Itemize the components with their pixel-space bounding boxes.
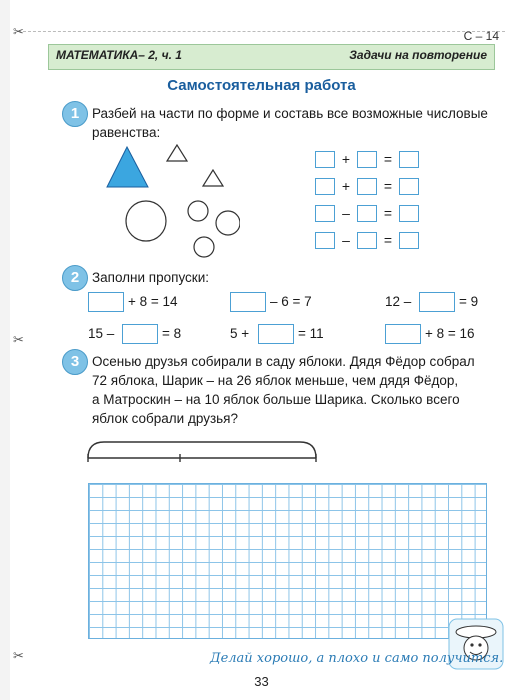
small-circle-shape bbox=[188, 201, 208, 221]
task-text: Разбей на части по форме и составь все возможные числовые bbox=[92, 106, 488, 121]
task-text: 72 яблока, Шарик – на 26 яблок меньше, чем дядя Фёдор, bbox=[92, 373, 459, 388]
task-number: 2 bbox=[62, 265, 88, 291]
equation-text: = 8 bbox=[162, 326, 182, 341]
operator: + bbox=[341, 178, 351, 194]
scissors-icon: ✂ bbox=[13, 332, 24, 347]
equation-text: 5 + bbox=[230, 326, 250, 341]
equals-sign: = bbox=[383, 232, 393, 248]
small-triangle-shape bbox=[203, 170, 223, 186]
answer-box[interactable] bbox=[385, 324, 421, 344]
answer-box[interactable] bbox=[315, 205, 335, 222]
small-circle-shape bbox=[194, 237, 214, 257]
operator: + bbox=[341, 151, 351, 167]
operator: – bbox=[342, 232, 350, 248]
medium-circle-shape bbox=[216, 211, 240, 235]
task-text: яблок собрали друзья? bbox=[92, 411, 238, 426]
answer-box[interactable] bbox=[399, 151, 419, 168]
section-title: Задачи на повторение bbox=[349, 48, 487, 62]
answer-box[interactable] bbox=[357, 232, 377, 249]
equation-text: = 11 bbox=[298, 326, 324, 341]
equation-text: 12 – bbox=[385, 294, 412, 309]
answer-box[interactable] bbox=[357, 151, 377, 168]
task-text: Осенью друзья собирали в саду яблоки. Дядя Фёдор собрал bbox=[92, 354, 475, 369]
equation-text: 15 – bbox=[88, 326, 115, 341]
blue-triangle-shape bbox=[107, 147, 148, 187]
page-edge bbox=[0, 0, 10, 700]
task-text: Заполни пропуски: bbox=[92, 270, 209, 285]
answer-box[interactable] bbox=[122, 324, 158, 344]
task-text: а Матроскин – на 10 яблок больше Шарика. Сколько всего bbox=[92, 392, 460, 407]
answer-box[interactable] bbox=[357, 205, 377, 222]
motto: Делай хорошо, а плохо и само получится. bbox=[210, 651, 504, 666]
large-circle-shape bbox=[126, 201, 166, 241]
answer-box[interactable] bbox=[419, 292, 455, 312]
answer-box[interactable] bbox=[258, 324, 294, 344]
scissors-icon: ✂ bbox=[13, 24, 24, 39]
page-number: 33 bbox=[254, 674, 269, 689]
answer-box[interactable] bbox=[357, 178, 377, 195]
answer-box[interactable] bbox=[315, 151, 335, 168]
operator: – bbox=[342, 205, 350, 221]
segment-diagram bbox=[84, 436, 324, 466]
equals-sign: = bbox=[383, 178, 393, 194]
equals-sign: = bbox=[383, 151, 393, 167]
equals-sign: = bbox=[383, 205, 393, 221]
small-triangle-shape bbox=[167, 145, 187, 161]
equation-text: = 9 bbox=[459, 294, 479, 309]
cut-line bbox=[18, 31, 505, 32]
answer-box[interactable] bbox=[399, 232, 419, 249]
answer-box[interactable] bbox=[399, 205, 419, 222]
task-number: 1 bbox=[62, 101, 88, 127]
scissors-icon: ✂ bbox=[13, 648, 24, 663]
task-number: 3 bbox=[62, 349, 88, 375]
answer-box[interactable] bbox=[230, 292, 266, 312]
page-title: Самостоятельная работа bbox=[167, 77, 356, 94]
subject-title: МАТЕМАТИКА– 2, ч. 1 bbox=[56, 48, 182, 62]
answer-box[interactable] bbox=[315, 232, 335, 249]
answer-box[interactable] bbox=[315, 178, 335, 195]
shapes-figure bbox=[100, 140, 240, 260]
page-code: С – 14 bbox=[463, 29, 499, 43]
equation-text: + 8 = 14 bbox=[128, 294, 178, 309]
equation-text: + 8 = 16 bbox=[425, 326, 475, 341]
answer-grid[interactable] bbox=[88, 483, 487, 639]
answer-box[interactable] bbox=[399, 178, 419, 195]
answer-box[interactable] bbox=[88, 292, 124, 312]
equation-text: – 6 = 7 bbox=[270, 294, 312, 309]
task-text: равенства: bbox=[92, 125, 161, 140]
